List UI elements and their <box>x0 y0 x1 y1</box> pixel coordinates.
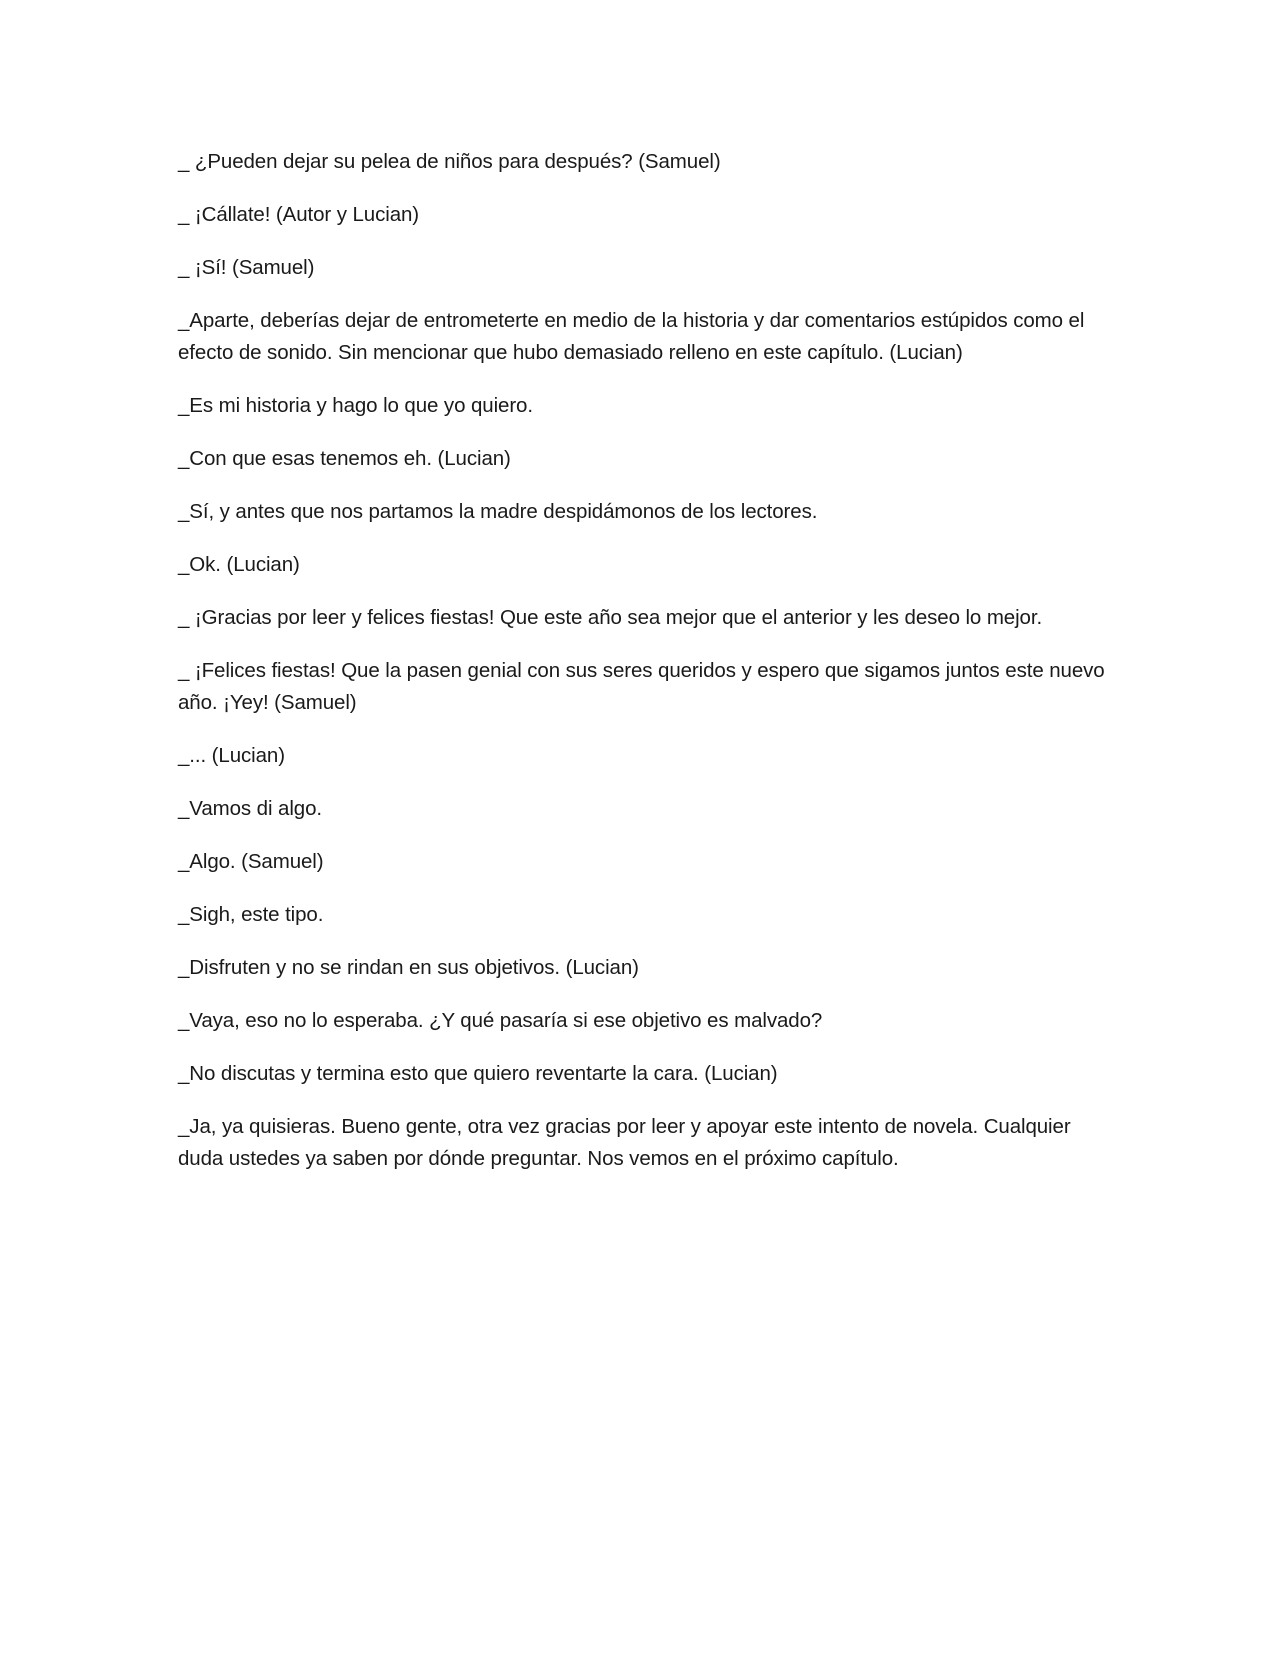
paragraph: _... (Lucian) <box>178 744 285 767</box>
paragraph: _Sigh, este tipo. <box>178 903 324 926</box>
paragraph: _Ok. (Lucian) <box>178 553 300 576</box>
paragraph: _Es mi historia y hago lo que yo quiero. <box>178 394 533 417</box>
paragraph: _ ¡Cállate! (Autor y Lucian) <box>178 203 420 226</box>
paragraph: _ ¡Felices fiestas! Que la pasen genial con sus seres queridos y espero que sigamos juntos este nuevo año. ¡Yey! (Samuel) <box>178 659 1105 714</box>
paragraph: _ ¡Gracias por leer y felices fiestas! Que este año sea mejor que el anterior y les deseo lo mejor. <box>178 606 1043 629</box>
paragraph: _Ja, ya quisieras. Bueno gente, otra vez gracias por leer y apoyar este intento de novela. Cualquier duda ustedes ya saben por dónde preguntar. Nos vemos en el próximo capítulo. <box>178 1115 1071 1170</box>
paragraph: _Vaya, eso no lo esperaba. ¿Y qué pasaría si ese objetivo es malvado? <box>178 1009 823 1032</box>
paragraph: _Disfruten y no se rindan en sus objetivos. (Lucian) <box>178 956 639 979</box>
paragraph: _Vamos di algo. <box>178 797 322 820</box>
paragraph: _Algo. (Samuel) <box>178 850 324 873</box>
paragraph: _Con que esas tenemos eh. (Lucian) <box>178 447 511 470</box>
paragraph: _Aparte, deberías dejar de entrometerte en medio de la historia y dar comentarios estúpidos como el efecto de sonido. Sin mencionar que hubo demasiado relleno en este capítulo. (Lucian) <box>178 309 1085 364</box>
paragraph: _Sí, y antes que nos partamos la madre despidámonos de los lectores. <box>178 500 818 523</box>
document-body <box>178 146 1108 1196</box>
paragraph: _No discutas y termina esto que quiero reventarte la cara. (Lucian) <box>178 1062 778 1085</box>
paragraph: _ ¿Pueden dejar su pelea de niños para después? (Samuel) <box>178 150 721 173</box>
paragraph: _ ¡Sí! (Samuel) <box>178 256 315 279</box>
